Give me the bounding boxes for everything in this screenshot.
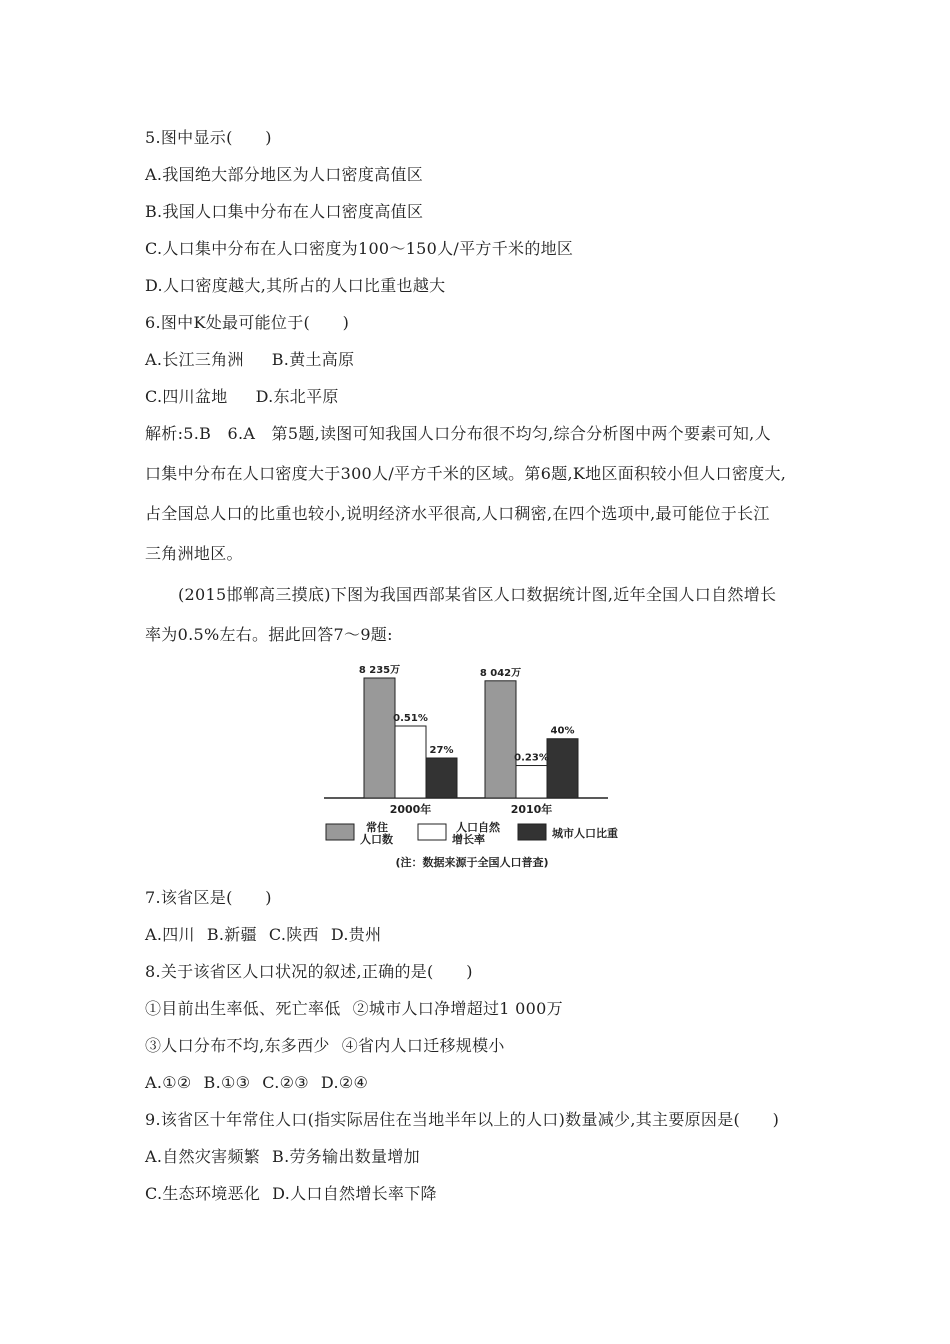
legend-swatch-resident bbox=[326, 824, 354, 840]
legend-label-resident-1: 常住 bbox=[366, 821, 388, 834]
q9-stem: 9.该省区十年常住人口(指实际居住在当地半年以上的人口)数量减少,其主要原因是( ) bbox=[145, 1110, 780, 1129]
legend bbox=[326, 820, 618, 846]
category-labels-group bbox=[390, 802, 553, 816]
analysis-line-3: 占全国总人口的比重也较小,说明经济水平很高,人口稠密,在四个选项中,最可能位于长江 bbox=[145, 504, 770, 523]
bar-label-resident-1: 8 042万 bbox=[479, 667, 522, 679]
legend-swatch-growth bbox=[418, 824, 446, 840]
q5-option-a: A.我国绝大部分地区为人口密度高值区 bbox=[145, 165, 424, 184]
legend-label-urban: 城市人口比重 bbox=[552, 827, 618, 840]
q8-statements-row-2 bbox=[145, 1035, 505, 1057]
q6-option-d: D.东北平原 bbox=[255, 387, 339, 406]
q8-option-a: A.①② bbox=[145, 1073, 192, 1092]
intro-line-2: 率为0.5%左右。据此回答7～9题: bbox=[145, 625, 393, 644]
bar-label-resident-0: 8 235万 bbox=[358, 665, 401, 676]
q7-options-row bbox=[145, 924, 381, 946]
category-label-0: 2000年 bbox=[389, 803, 432, 816]
bar-urban-1 bbox=[547, 739, 578, 798]
q7-option-c: C.陕西 bbox=[268, 925, 319, 944]
q6-option-c: C.四川盆地 bbox=[145, 387, 228, 406]
bar-resident-1 bbox=[485, 681, 516, 798]
q6-stem: 6.图中K处最可能位于( ) bbox=[145, 313, 350, 332]
q5-option-d: D.人口密度越大,其所占的人口比重也越大 bbox=[145, 276, 446, 295]
q7-option-a: A.四川 bbox=[145, 925, 195, 944]
q5-stem: 5.图中显示( ) bbox=[145, 128, 272, 147]
q8-options-row bbox=[145, 1072, 368, 1094]
q9-options-row-2 bbox=[145, 1183, 437, 1205]
population-bar-chart bbox=[320, 654, 620, 874]
q5-option-b: B.我国人口集中分布在人口密度高值区 bbox=[145, 202, 424, 221]
q9-option-a: A.自然灾害频繁 bbox=[145, 1147, 261, 1166]
bar-urban-0 bbox=[426, 758, 457, 798]
q6-options-row-2 bbox=[145, 386, 339, 408]
q7-option-b: B.新疆 bbox=[206, 925, 257, 944]
q8-statements-row-1 bbox=[145, 998, 563, 1020]
legend-label-growth-2: 增长率 bbox=[452, 833, 485, 846]
q9-option-c: C.生态环境恶化 bbox=[145, 1184, 261, 1203]
legend-label-growth-1: 人口自然 bbox=[456, 821, 500, 834]
q8-stem: 8.关于该省区人口状况的叙述,正确的是( ) bbox=[145, 962, 473, 981]
q8-statement-2: ②城市人口净增超过1 000万 bbox=[352, 999, 563, 1018]
q5-option-c: C.人口集中分布在人口密度为100～150人/平方千米的地区 bbox=[145, 239, 574, 258]
q8-option-d: D.②④ bbox=[320, 1073, 369, 1092]
bar-growth-0 bbox=[395, 726, 426, 798]
q8-option-c: C.②③ bbox=[262, 1073, 309, 1092]
analysis-line-2: 口集中分布在人口密度大于300人/平方千米的区域。第6题,K地区面积较小但人口密度大, bbox=[145, 464, 787, 483]
q8-option-b: B.①③ bbox=[203, 1073, 251, 1092]
q9-options-row-1 bbox=[145, 1146, 420, 1168]
q7-stem: 7.该省区是( ) bbox=[145, 888, 272, 907]
analysis-line-4: 三角洲地区。 bbox=[145, 544, 243, 563]
bar-resident-0 bbox=[364, 678, 395, 798]
analysis-line-1: 解析:5.B 6.A 第5题,读图可知我国人口分布很不均匀,综合分析图中两个要素可知,人 bbox=[145, 424, 771, 443]
bar-label-growth-1: 0.23% bbox=[514, 752, 549, 764]
q6-options-row-1 bbox=[145, 349, 354, 371]
bar-growth-1 bbox=[516, 766, 547, 798]
q8-statement-4: ④省内人口迁移规模小 bbox=[341, 1036, 505, 1055]
chart-note: (注：数据来源于全国人口普查) bbox=[395, 856, 549, 869]
q8-statement-1: ①目前出生率低、死亡率低 bbox=[145, 999, 341, 1018]
q9-option-b: B.劳务输出数量增加 bbox=[272, 1147, 420, 1166]
legend-label-resident-2: 人口数 bbox=[360, 833, 393, 846]
bar-label-urban-1: 40% bbox=[550, 725, 575, 737]
bar-label-growth-0: 0.51% bbox=[393, 713, 428, 724]
q6-option-b: B.黄土高原 bbox=[271, 350, 355, 369]
q7-option-d: D.贵州 bbox=[330, 925, 382, 944]
q9-option-d: D.人口自然增长率下降 bbox=[272, 1184, 437, 1203]
legend-swatch-urban bbox=[518, 824, 546, 840]
q6-option-a: A.长江三角洲 bbox=[145, 350, 244, 369]
bar-label-urban-0: 27% bbox=[429, 745, 454, 756]
q8-statement-3: ③人口分布不均,东多西少 bbox=[145, 1036, 330, 1055]
intro-line-1: (2015邯郸高三摸底)下图为我国西部某省区人口数据统计图,近年全国人口自然增长 bbox=[178, 585, 777, 604]
bars-group bbox=[364, 678, 578, 798]
category-label-1: 2010年 bbox=[510, 803, 553, 816]
